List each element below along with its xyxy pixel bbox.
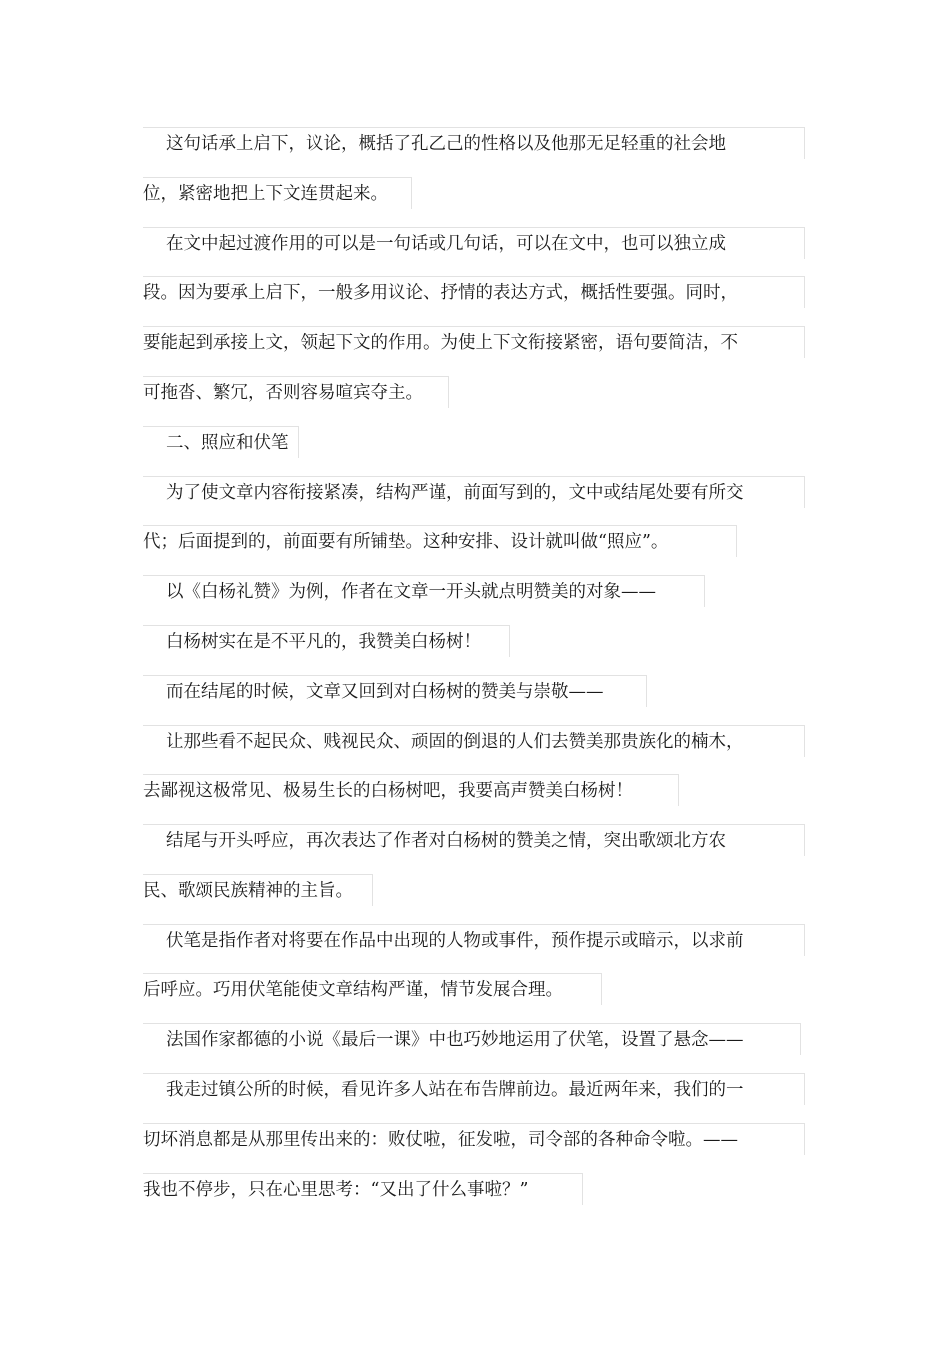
line-text: 伏笔是指作者对将要在作品中出现的人物或事件，预作提示或暗示，以求前: [166, 931, 744, 951]
text-line: [143, 376, 449, 408]
line-text: 后呼应。巧用伏笔能使文章结构严谨，情节发展合理。: [143, 980, 563, 1000]
line-text: 段。因为要承上启下，一般多用议论、抒情的表达方式，概括性要强。同时，: [143, 283, 738, 303]
line-text: 而在结尾的时候，文章又回到对白杨树的赞美与崇敬——: [166, 682, 604, 702]
line-text: 为了使文章内容衔接紧凑，结构严谨，前面写到的，文中或结尾处要有所交: [166, 483, 744, 503]
text-line: [143, 924, 805, 956]
quote-text: 我走过镇公所的时候，看见许多人站在布告牌前边。最近两年来，我们的一: [166, 1080, 744, 1100]
quote-line: [143, 625, 510, 657]
text-line: [143, 824, 805, 856]
line-text: 可拖沓、繁冗，否则容易喧宾夺主。: [143, 383, 423, 403]
text-line: [143, 127, 805, 159]
text-line: [143, 177, 412, 209]
line-text: 在文中起过渡作用的可以是一句话或几句话，可以在文中，也可以独立成: [166, 234, 726, 254]
text-line: [143, 575, 705, 607]
quote-line: [143, 725, 805, 757]
line-text: 代；后面提到的，前面要有所铺垫。这种安排、设计就叫做“照应”。: [143, 532, 669, 552]
quote-text: 白杨树实在是不平凡的，我赞美白杨树！: [166, 632, 481, 652]
text-line: [143, 227, 805, 259]
line-text: 以《白杨礼赞》为例，作者在文章一开头就点明赞美的对象——: [166, 582, 656, 602]
quote-line: [143, 1173, 583, 1205]
heading-text: 二、照应和伏笔: [166, 433, 289, 453]
quote-line: [143, 774, 679, 806]
text-line: [143, 476, 805, 508]
quote-text: 切坏消息都是从那里传出来的：败仗啦，征发啦，司令部的各种命令啦。——: [143, 1130, 738, 1150]
section-heading: [143, 426, 299, 458]
text-line: [143, 326, 805, 358]
text-line: [143, 973, 602, 1005]
text-line: [143, 675, 647, 707]
quote-line: [143, 1123, 805, 1155]
line-text: 这句话承上启下，议论，概括了孔乙己的性格以及他那无足轻重的社会地: [166, 134, 726, 154]
text-line: [143, 276, 805, 308]
quote-text: 让那些看不起民众、贱视民众、顽固的倒退的人们去赞美那贵族化的楠木，: [166, 732, 744, 752]
line-text: 要能起到承接上文，领起下文的作用。为使上下文衔接紧密，语句要简洁，不: [143, 333, 738, 353]
quote-text: 去鄙视这极常见、极易生长的白杨树吧，我要高声赞美白杨树！: [143, 781, 633, 801]
line-text: 法国作家都德的小说《最后一课》中也巧妙地运用了伏笔，设置了悬念——: [166, 1030, 744, 1050]
text-line: [143, 874, 373, 906]
text-line: [143, 1023, 801, 1055]
text-line: [143, 525, 737, 557]
line-text: 民、歌颂民族精神的主旨。: [143, 881, 353, 901]
line-text: 结尾与开头呼应，再次表达了作者对白杨树的赞美之情，突出歌颂北方农: [166, 831, 726, 851]
quote-text: 我也不停步，只在心里思考：“又出了什么事啦？”: [143, 1180, 529, 1200]
line-text: 位，紧密地把上下文连贯起来。: [143, 184, 388, 204]
quote-line: [143, 1073, 805, 1105]
